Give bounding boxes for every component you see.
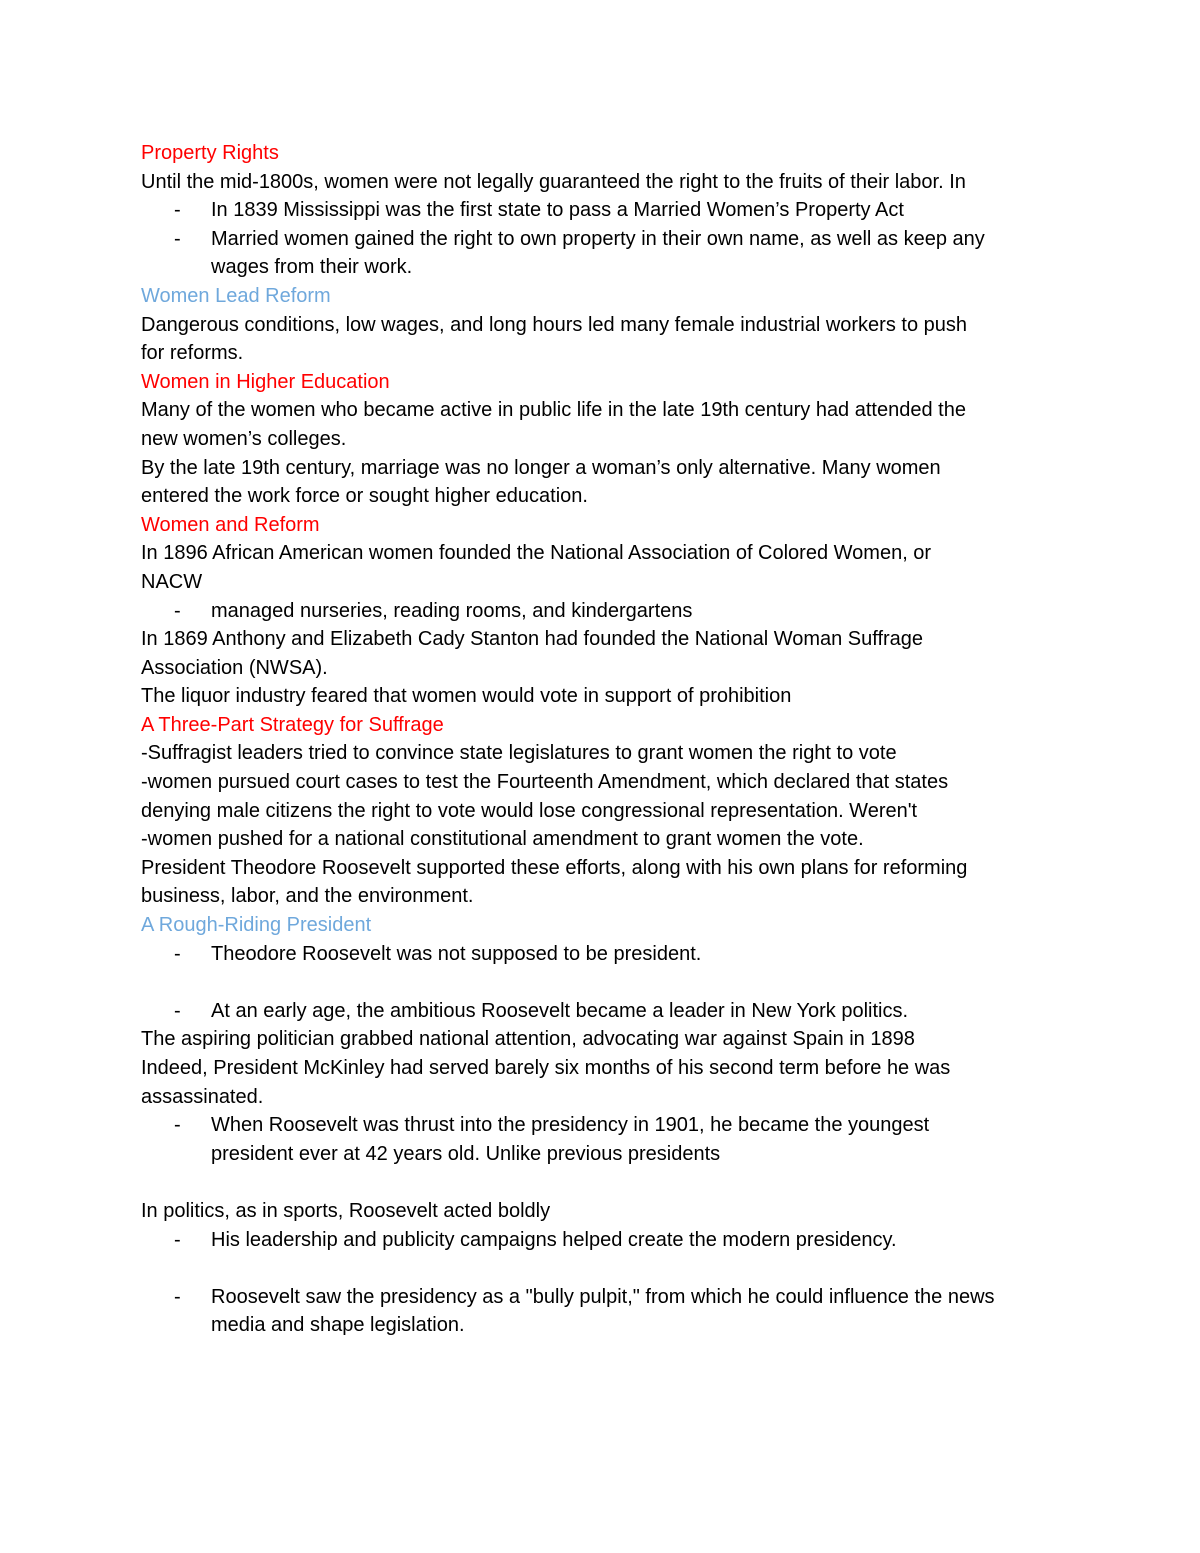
heading-women-higher-education: Women in Higher Education (141, 370, 390, 393)
list-item-text: president ever at 42 years old. Unlike previous presidents (211, 1142, 721, 1165)
heading-property-rights: Property Rights (141, 142, 279, 164)
list-item-text: At an early age, the ambitious Roosevelt became a leader in New York politics. (211, 999, 909, 1022)
heading-women-lead-reform: Women Lead Reform (141, 284, 331, 307)
paragraph-line: Indeed, President McKinley had served barely six months of his second term before he was (141, 1057, 951, 1079)
heading-three-part-strategy: A Three-Part Strategy for Suffrage (141, 713, 444, 736)
list-item (141, 196, 1081, 225)
paragraph-line: The liquor industry feared that women would vote in support of prohibition (141, 685, 792, 708)
list-item-text: wages from their work. (211, 256, 413, 279)
list-item-text: Theodore Roosevelt was not supposed to be president. (211, 942, 702, 965)
bullet-marker: - (174, 599, 181, 622)
list-item-text: In 1839 Mississippi was the first state to pass a Married Women’s Property Act (211, 199, 904, 222)
paragraph-line: business, labor, and the environment. (141, 885, 474, 908)
list-item (141, 597, 1081, 626)
list-item (141, 1226, 1081, 1255)
blank-line (141, 1254, 1081, 1283)
paragraph-line: Dangerous conditions, low wages, and long hours led many female industrial workers to push (141, 313, 968, 336)
list-item (141, 1111, 1081, 1168)
bullet-marker: - (174, 999, 181, 1022)
bullet-marker: - (174, 199, 181, 222)
list-item-text: Married women gained the right to own property in their own name, as well as keep any (211, 227, 985, 250)
document-page (141, 139, 1081, 1340)
list-item-text: Roosevelt saw the presidency as a "bully pulpit," from which he could influence the news (211, 1285, 995, 1308)
list-item (141, 1283, 1081, 1340)
list-item (141, 997, 1081, 1026)
list-item-text: His leadership and publicity campaigns helped create the modern presidency. (211, 1228, 897, 1251)
paragraph-property-rights-intro: Until the mid-1800s, women were not legally guaranteed the right to the fruits of their labor. In (141, 170, 966, 193)
heading-rough-riding-president: A Rough-Riding President (141, 914, 372, 937)
paragraph-line: -women pursued court cases to test the Fourteenth Amendment, which declared that states (141, 771, 949, 794)
paragraph-line: assassinated. (141, 1085, 264, 1108)
paragraph-line: In 1896 African American women founded the National Association of Colored Women, or (141, 542, 932, 565)
list-item-text: managed nurseries, reading rooms, and kindergartens (211, 599, 693, 622)
paragraph-line: -women pushed for a national constitutional amendment to grant women the vote. (141, 828, 864, 851)
paragraph-line: denying male citizens the right to vote would lose congressional representation. Weren't (141, 799, 918, 822)
paragraph-line: for reforms. (141, 342, 244, 365)
blank-line (141, 1168, 1081, 1197)
paragraph-line: NACW (141, 570, 203, 593)
bullet-marker: - (174, 942, 181, 965)
list-item-text: When Roosevelt was thrust into the presidency in 1901, he became the youngest (211, 1114, 930, 1137)
paragraph-line: -Suffragist leaders tried to convince state legislatures to grant women the right to vote (141, 742, 897, 765)
paragraph-line: President Theodore Roosevelt supported these efforts, along with his own plans for reforming (141, 856, 968, 879)
heading-women-and-reform: Women and Reform (141, 513, 320, 536)
list-item (141, 940, 1081, 969)
paragraph-line: Many of the women who became active in public life in the late 19th century had attended the (141, 399, 966, 422)
paragraph-line: entered the work force or sought higher education. (141, 485, 588, 508)
bullet-marker: - (174, 227, 181, 250)
paragraph-line: In politics, as in sports, Roosevelt acted boldly (141, 1199, 551, 1222)
blank-line (141, 968, 1081, 997)
list-item-text: media and shape legislation. (211, 1314, 465, 1337)
paragraph-line: new women’s colleges. (141, 427, 347, 450)
paragraph-line: In 1869 Anthony and Elizabeth Cady Stanton had founded the National Woman Suffrage (141, 628, 924, 651)
bullet-marker: - (174, 1114, 181, 1137)
paragraph-line: Association (NWSA). (141, 656, 328, 679)
bullet-marker: - (174, 1228, 181, 1251)
paragraph-line: The aspiring politician grabbed national attention, advocating war against Spain in 1898 (141, 1028, 915, 1051)
paragraph-line: By the late 19th century, marriage was no longer a woman’s only alternative. Many women (141, 456, 941, 479)
bullet-marker: - (174, 1285, 181, 1308)
list-item (141, 225, 1081, 282)
